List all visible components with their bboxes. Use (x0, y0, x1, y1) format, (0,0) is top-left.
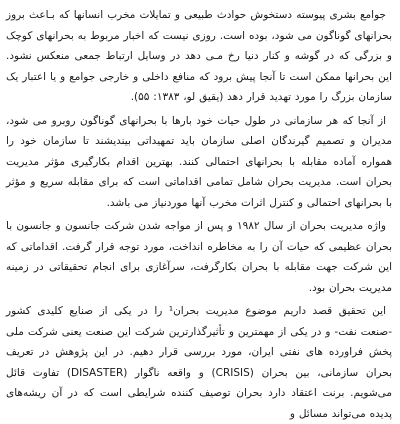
paragraph-intro: جوامع بشری پیوسته دستخوش حوادث طبیعی و تمایلات مخرب انسانها که بـاعث بروز بحرانهای گوناگون می شود، بوده است. روزی نیست که اخبار مربوط به بحرانهای کوچک و بزرگی که در گوشه و کنار دنیا رخ مـی دهد در وسایل ارتباط جمعی منعکس نشود. این بحرانها ممکن است تا آنجا پیش برود که منافع داخلی و خارجی جوامع و یا اعتبار یک سازمان بزرگ را مورد تهدید قرار دهد (یقیق لو، ۱۳۸۳: ۵۵). (6, 9, 392, 103)
document-page (6, 5, 392, 420)
paragraph-organizations: از آنجا که هر سازمانی در طول حیات خود بارها با بحرانهای گوناگون روبرو می شود، مدیران و تصمیم گیرندگان اصلی سازمان باید تمهیداتی بیندیشند تا سازمان خود را همواره آماده مقابله با بحرانهای احتمالی کنند. بهترین اقدام بکارگیری مؤثر مدیریت بحران است. مدیریت بحران شامل تمامی اقداماتی است که برای مقابله سریع و مؤثر با بحرانهای احتمالی و کنترل اثرات مخرب آنها موردنیاز می باشد. (6, 114, 392, 209)
paragraph-research: این تحقیق قصد داریم موضوع مدیریت بحران¹ را در یکی از صنایع کلیدی کشور -صنعت نفت- و در یکی از مهمترین و تأثیرگذارترین شرکت این صنعت یعنی شرکت ملی پخش فراورده های نفتی ایران، مورد بررسی قرار دهیم. در این پژوهش در تعریف بحران سازمانی، بین بحران (CRISIS) و واقعه ناگوار (DISASTER) تفاوت قائل می‌شویم. برنت اعتقاد دارد بحران توصیف کننده شرایطی است که در آن ریشه‌های پدیده می‌تواند مسائل و (6, 305, 392, 420)
paragraph-history: واژه مدیریت بحران از سال ۱۹۸۲ و پس از مواجه شدن شرکت جانسون و جانسون با بحران عظیمی که حیات آن را به مخاطره انداخت، مورد توجه قرار گرفت. اقداماتی که این شرکت جهت مقابله با بحران بکارگرفت، سرآغازی برای انجام تحقیقاتی در زمینه مدیریت بحران بود. (6, 220, 392, 294)
